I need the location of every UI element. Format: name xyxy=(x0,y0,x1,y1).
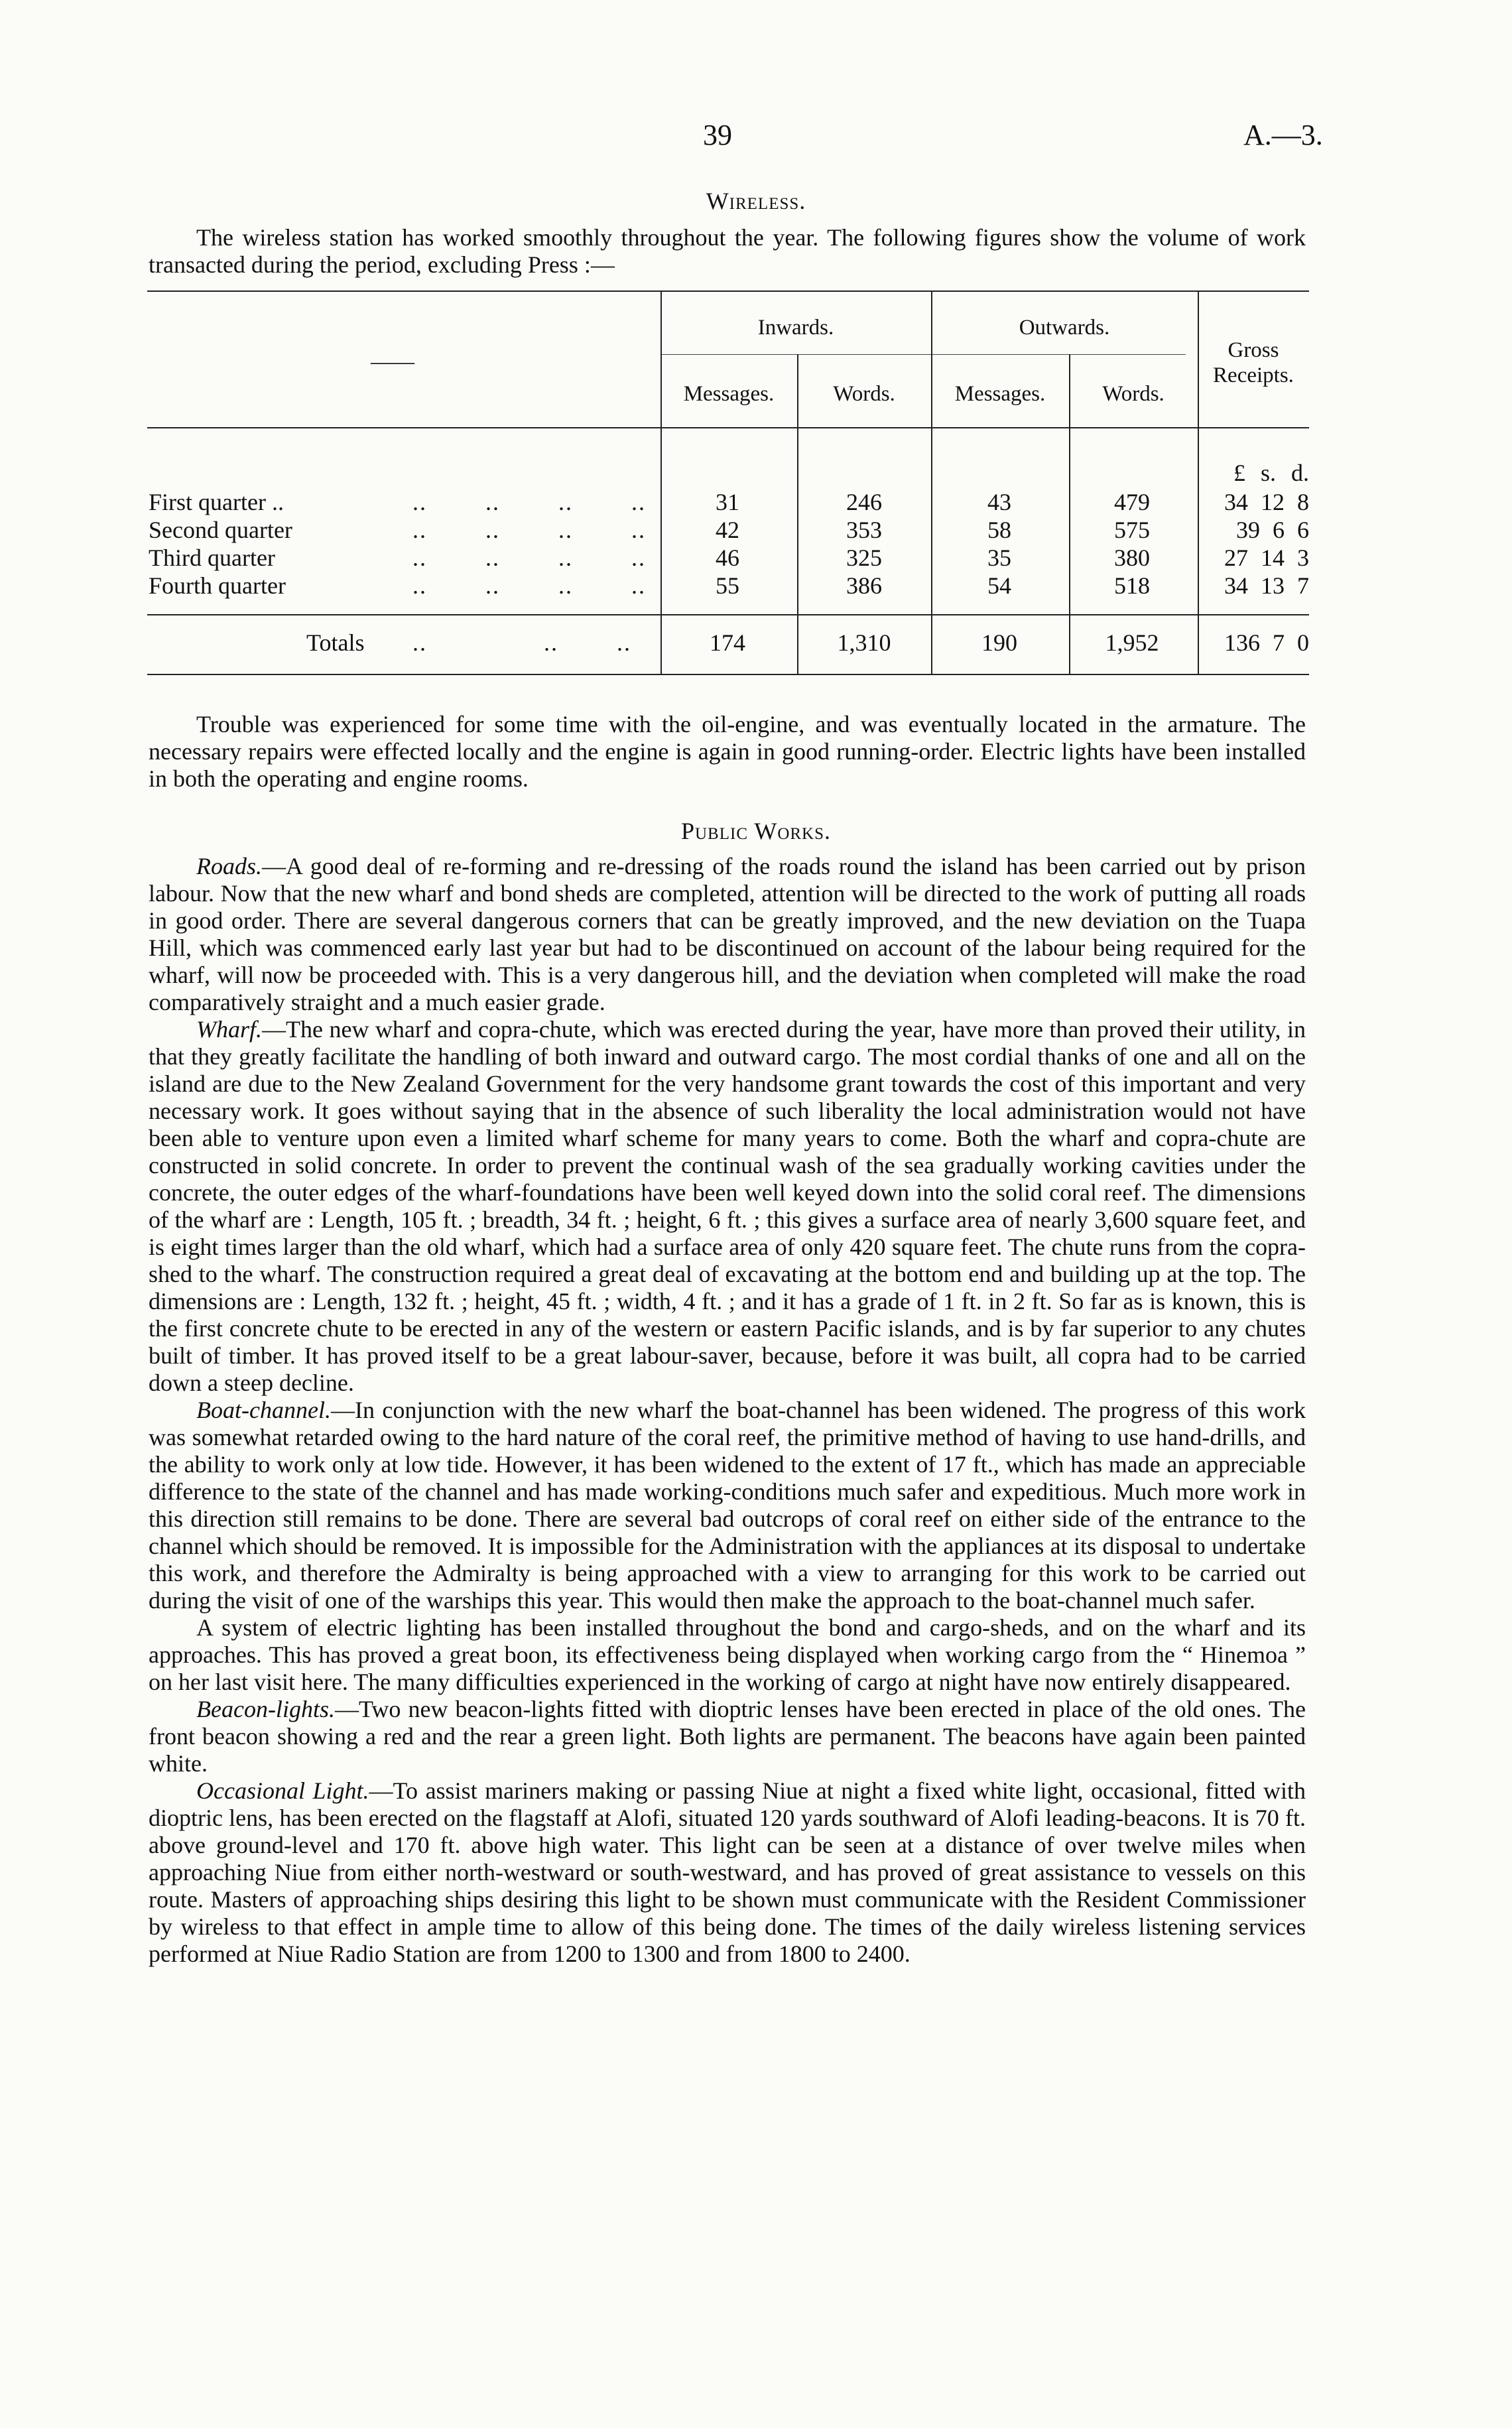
boat-channel-title: Boat-channel. xyxy=(196,1397,331,1423)
roads-paragraph xyxy=(149,853,1306,1016)
row-label: Second quarter xyxy=(149,517,292,543)
col-outwards: Outwards. xyxy=(1019,316,1110,340)
occasional-light-text: —To assist mariners making or passing Niue at night a fixed white light, occasional, fitted with dioptric lens, has been erected on the flagstaff at Alofi, situated 120 yards southward of Alofi leading-beacons. It is 70 ft. above ground-level and 170 ft. above high water. This light can be seen at a distance of over twelve miles when approaching Niue from either north-westward or south-westward, and has proved of great assistance to vessels on this route. Masters of approaching ships desiring this light to be shown must communicate with the Resident Commissioner by wireless to that effect in ample time to allow of this being done. The times of the daily wireless listening services performed at Niue Radio Station are from 1200 to 1300 and from 1800 to 2400. xyxy=(149,1777,1306,1967)
total-in-words: 1,310 xyxy=(837,629,891,656)
in-words: 353 xyxy=(846,517,882,543)
beacon-lights-paragraph xyxy=(149,1696,1306,1777)
currency-units: £ s. d. xyxy=(1233,460,1309,486)
gross-receipts: 34 12 8 xyxy=(1224,489,1309,515)
lighting-paragraph: A system of electric lighting has been installed throughout the bond and cargo-sheds, and on the wharf and its approaches. This has proved a great boon, its effectiveness being displayed when working cargo from the “ Hinemoa ” on her last visit here. The many difficulties experienced in the working of cargo at night have now entirely disappeared. xyxy=(149,1614,1306,1695)
out-words: 380 xyxy=(1114,544,1150,571)
wireless-intro xyxy=(149,224,1306,279)
out-messages: 54 xyxy=(987,572,1011,599)
total-gross-receipts: 136 7 0 xyxy=(1224,629,1309,656)
engine-text: Trouble was experienced for some time with the oil-engine, and was eventually located in the armature. The necessary repairs were effected locally and the engine is again in good running-order. Electric lights have been installed in both the operating and engine rooms. xyxy=(149,711,1306,792)
col-out-words: Words. xyxy=(1102,382,1165,406)
boat-channel-paragraph xyxy=(149,1397,1306,1614)
wireless-intro-text: The wireless station has worked smoothly throughout the year. The following figures show the volume of work transacted during the period, excluding Press :— xyxy=(149,224,1306,278)
public-works-heading: Public Works. xyxy=(680,818,832,844)
document-reference: A.—3. xyxy=(1243,119,1323,151)
wharf-title: Wharf. xyxy=(196,1016,262,1043)
row-label: Fourth quarter xyxy=(149,572,286,599)
beacon-lights-text: —Two new beacon-lights fitted with dioptric lenses have been erected in place of the old ones. The front beacon showing a red and the rear a green light. Both lights are permanent. The beacons have again been painted white. xyxy=(149,1696,1306,1777)
col-gross: Gross xyxy=(1228,338,1279,362)
in-messages: 42 xyxy=(716,517,739,543)
gross-receipts: 39 6 6 xyxy=(1236,517,1309,543)
page-number: 39 xyxy=(703,119,732,151)
col-out-messages: Messages. xyxy=(954,382,1046,406)
in-words: 386 xyxy=(846,572,882,599)
gross-receipts: 27 14 3 xyxy=(1224,544,1309,571)
total-in-messages: 174 xyxy=(710,629,745,656)
in-words: 325 xyxy=(846,544,882,571)
out-words: 479 xyxy=(1114,489,1150,515)
wharf-paragraph xyxy=(149,1016,1306,1397)
gross-receipts: 34 13 7 xyxy=(1224,572,1309,599)
col-in-messages: Messages. xyxy=(683,382,775,406)
in-messages: 55 xyxy=(716,572,739,599)
roads-title: Roads. xyxy=(196,853,262,879)
wharf-text: —The new wharf and copra-chute, which was erected during the year, have more than proved their utility, in that they greatly facilitate the handling of both inward and outward cargo. The most cordial thanks of one and all on the island are due to the New Zealand Government for the very handsome grant towards the cost of this important and very necessary work. It goes without saying that in the absence of such liberality the local administration would not have been able to venture upon even a limited wharf scheme for many years to come. Both the wharf and copra-chute are constructed in solid concrete. In order to prevent the continual wash of the sea gradually working cavities under the concrete, the outer edges of the wharf-foundations have been well keyed down into the solid coral reef. The dimensions of the wharf are : Length, 105 ft. ; breadth, 34 ft. ; height, 6 ft. ; this gives a surface area of nearly 3,600 square feet, and is eight times larger than the old wharf, which had a surface area of only 420 square feet. The chute runs from the copra-shed to the wharf. The construction required a great deal of excavating at the bottom end and building up at the top. The dimensions are : Length, 132 ft. ; height, 45 ft. ; width, 4 ft. ; and it has a grade of 1 ft. in 2 ft. So far as is known, this is the first concrete chute to be erected in any of the western or eastern Pacific islands, and is by far superior to any chutes built of timber. It has proved itself to be a great labour-saver, because, before it was built, all copra had to be carried down a steep decline. xyxy=(149,1016,1306,1396)
out-messages: 35 xyxy=(987,544,1011,571)
totals-label: Totals xyxy=(306,629,365,656)
row-label: First quarter .. xyxy=(149,489,284,515)
wireless-engine-paragraph xyxy=(149,711,1306,793)
occasional-light-paragraph xyxy=(149,1777,1306,1968)
in-words: 246 xyxy=(846,489,882,515)
beacon-lights-title: Beacon-lights. xyxy=(196,1696,335,1722)
out-words: 575 xyxy=(1114,517,1150,543)
in-messages: 46 xyxy=(716,544,739,571)
out-words: 518 xyxy=(1114,572,1150,599)
wireless-table: —— Inwards. Outwards. Messages. Words. Messages. Words. Gross Receipts. £ s. d. First quarter .. .. .. .. .. 31 246 43 479 34 12 8 Second quarter .. .. .. .. 42 353 58 575 39 6 6 Third quarter .. .. .. .. 46 325 35 380 27 14 3 Fourth quarter .. .. .. .. 55 386 54 518 34 13 7 Totals .. .. .. 174 1,310 190 1,952 136 7 0 xyxy=(147,290,1309,676)
public-works-body xyxy=(149,853,1306,1968)
wireless-heading: Wireless. xyxy=(706,188,806,214)
total-out-words: 1,952 xyxy=(1105,629,1159,656)
out-messages: 58 xyxy=(987,517,1011,543)
col-in-words: Words. xyxy=(833,382,895,406)
col-receipts: Receipts. xyxy=(1213,363,1294,387)
roads-text: —A good deal of re-forming and re-dressing of the roads round the island has been carried out by prison labour. Now that the new wharf and bond sheds are completed, attention will be directed to the work of putting all roads in good order. There are several dangerous corners that can be greatly improved, and the new deviation on the Tuapa Hill, which was commenced early last year but had to be discontinued on account of the labour being required for the wharf, will now be proceeded with. This is a very dangerous hill, and the deviation when completed will make the road comparatively straight and a much easier grade. xyxy=(149,853,1306,1015)
boat-channel-text: —In conjunction with the new wharf the boat-channel has been widened. The progress of this work was somewhat retarded owing to the hard nature of the coral reef, the primitive method of having to use hand-drills, and the ability to work only at low tide. However, it has been widened to the extent of 17 ft., which has made an appreciable difference to the state of the channel and has made working-conditions much safer and expeditious. Much more work in this direction still remains to be done. There are several bad outcrops of coral reef on either side of the entrance to the channel which should be removed. It is impossible for the Administration with the appliances at its disposal to undertake this work, and therefore the Admiralty is being approached with a view to arranging for this work to be carried out during the visit of one of the warships this year. This would then make the approach to the boat-channel much safer. xyxy=(149,1397,1306,1614)
occasional-light-title: Occasional Light. xyxy=(196,1777,369,1804)
row-label: Third quarter xyxy=(149,544,275,571)
total-out-messages: 190 xyxy=(981,629,1017,656)
in-messages: 31 xyxy=(716,489,739,515)
stub-dash: —— xyxy=(371,350,414,374)
col-inwards: Inwards. xyxy=(757,316,834,340)
out-messages: 43 xyxy=(987,489,1011,515)
